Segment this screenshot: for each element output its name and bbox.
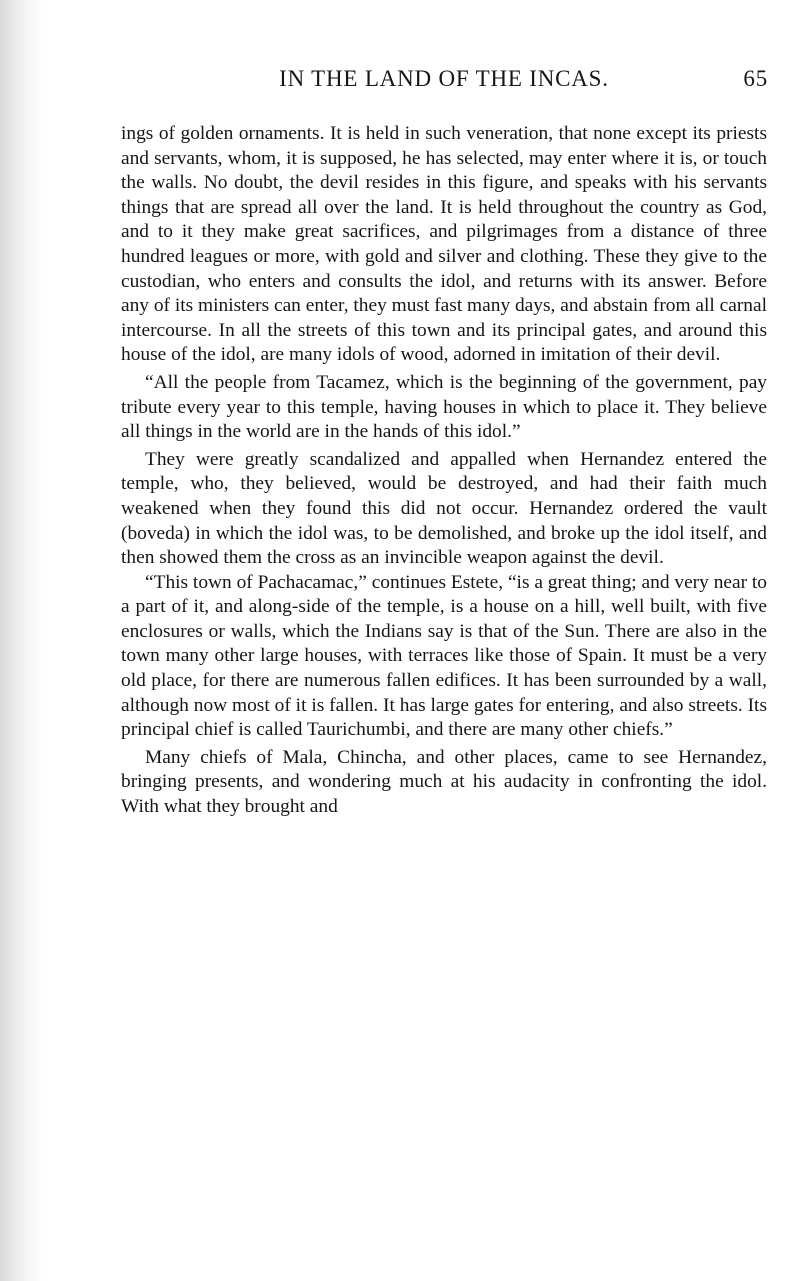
paragraph: Many chiefs of Mala, Chincha, and other places, came to see Hernandez, bringing presents, and wondering much at his audacity in confronting the idol. With what they brought and	[121, 746, 767, 818]
paragraph: “All the people from Tacamez, which is the beginning of the government, pay tribute every year to this temple, having houses in which to place it. They believe all things in the world are in the hands of this idol.”	[121, 371, 767, 443]
paragraph: ings of golden ornaments. It is held in such veneration, that none except its priests and servants, whom, it is supposed, he has selected, may enter where it is, or touch the walls. No doubt, the devil resides in this figure, and speaks with his servants things that are spread all over the land. It is held throughout the country as God, and to it they make great sacrifices, and pilgrimages from a distance of three hundred leagues or more, with gold and silver and clothing. These they give to the custodian, who enters and consults the idol, and returns with its answer. Before any of its ministers can enter, they must fast many days, and abstain from all carnal intercourse. In all the streets of this town and its principal gates, and around this house of the idol, are many idols of wood, adorned in imitation of their devil.	[121, 123, 767, 366]
body-text	[121, 122, 767, 820]
running-head: IN THE LAND OF THE INCAS.	[279, 66, 609, 91]
paragraph: They were greatly scandalized and appalled when Hernandez entered the temple, who, they believed, would be destroyed, and had their faith much weakened when they found this did not occur. Hernandez ordered the vault (boveda) in which the idol was, to be demolished, and broke up the idol itself, and then showed them the cross as an invincible weapon against the devil.	[121, 448, 767, 569]
page-number: 65	[743, 66, 768, 91]
page-header	[120, 66, 768, 110]
paragraph: “This town of Pachacamac,” continues Estete, “is a great thing; and very near to a part of it, and along-side of the temple, is a house on a hill, well built, with five enclosures or walls, which the Indians say is that of the Sun. There are also in the town many other large houses, with terraces like those of Spain. It must be a very old place, for there are numerous fallen edifices. It has been surrounded by a wall, although now most of it is fallen. It has large gates for entering, and also streets. Its principal chief is called Taurichumbi, and there are many other chiefs.”	[121, 571, 767, 741]
